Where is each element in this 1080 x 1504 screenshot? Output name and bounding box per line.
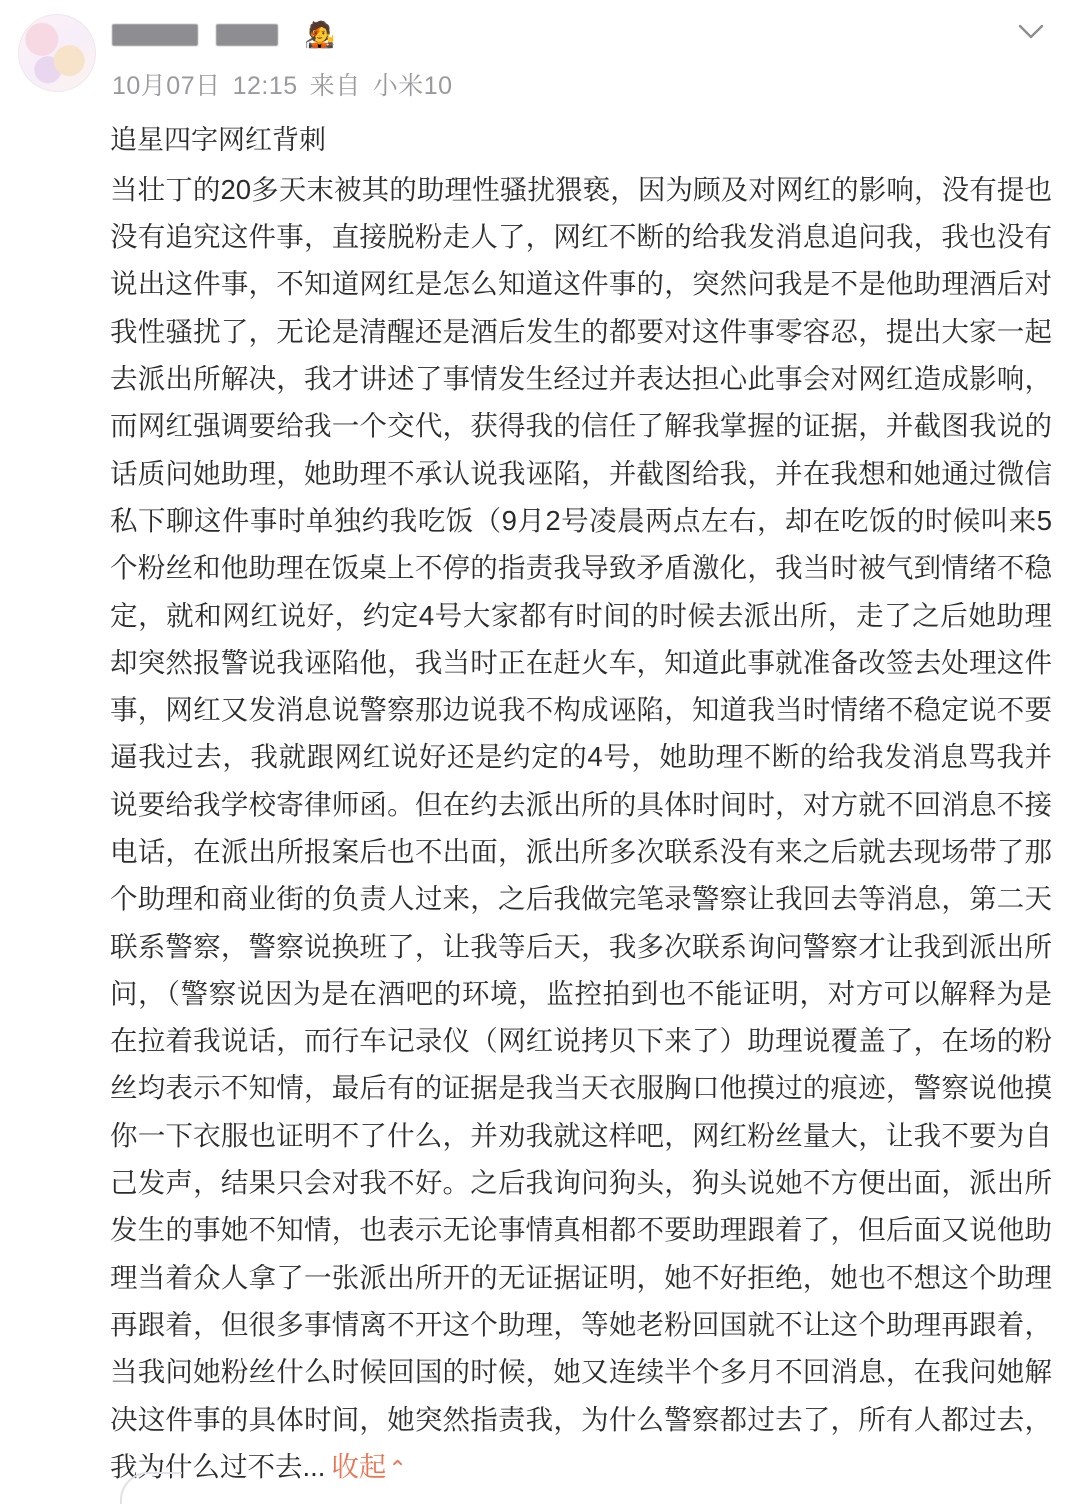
avatar[interactable] — [18, 14, 96, 92]
verified-badge-icon: 🧑‍🎤 — [304, 20, 336, 49]
chevron-down-icon[interactable] — [1014, 14, 1048, 48]
post-content-text: 当壮丁的20多天末被其的助理性骚扰猥亵，因为顾及对网红的影响，没有提也没有追究这件事，直接脱粉走人了，网红不断的给我发消息追问我，我也没有说出这件事，不知道网红是怎么知道这件事的，突然问我是不是他助理酒后对我性骚扰了，无论是清醒还是酒后发生的都要对这件事零容忍，提出大家一起去派出所解决，我才讲述了事情发生经过并表达担心此事会对网红造成影响，而网红强调要给我一个交代，获得我的信任了解我掌握的证据，并截图我说的话质问她助理，她助理不承认说我诬陷，并截图给我，并在我想和她通过微信私下聊这件事时单独约我吃饭（9月2号凌晨两点左右，却在吃饭的时候叫来5个粉丝和他助理在饭桌上不停的指责我导致矛盾激化，我当时被气到情绪不稳定，就和网红说好，约定4号大家都有时间的时候去派出所，走了之后她助理却突然报警说我诬陷他，我当时正在赶火车，知道此事就准备改签去处理这件事，网红又发消息说警察那边说我不构成诬陷，知道我当时情绪不稳定说不要逼我过去，我就跟网红说好还是约定的4号，她助理不断的给我发消息骂我并说要给我学校寄律师函。但在约去派出所的具体时间时，对方就不回消息不接电话，在派出所报案后也不出面，派出所多次联系没有来之后就去现场带了那个助理和商业街的负责人过来，之后我做完笔录警察让我回去等消息，第二天联系警察，警察说换班了，让我等后天，我多次联系询问警察才让我到派出所问，（警察说因为是在酒吧的环境，监控拍到也不能证明，对方可以解释为是在拉着我说话，而行车记录仪（网红说拷贝下来了）助理说覆盖了，在场的粉丝均表示不知情，最后有的证据是我当天衣服胸口他摸过的痕迹，警察说他摸你一下衣服也证明不了什么，并劝我就这样吧，网红粉丝量大，让我不要为自己发声，结果只会对我不好。之后我询问狗头，狗头说她不方便出面，派出所发生的事她不知情，也表示无论事情真相都不要助理跟着了，但后面又说他助理当着众人拿了一张派出所开的无证据证明，她不好拒绝，她也不想这个助理再跟着，但很多事情离不开这个助理，等她老粉回国就不让这个助理再跟着，当我问她粉丝什么时候回国的时候，她又连续半个多月不回消息，在我问她解决这件事的具体时间，她突然指责我，为什么警察都过去了，所有人都过去，我为什么过不去... — [110, 173, 1052, 1482]
username-masked-part-2[interactable] — [216, 24, 278, 46]
post-time: 12:15 — [232, 72, 298, 100]
username-row — [112, 18, 1054, 52]
post-title: 追星四字网红背刺 — [110, 125, 326, 155]
post-source-prefix: 来自 — [309, 72, 361, 100]
post-body — [14, 120, 1054, 1490]
post-source-device[interactable]: 小米10 — [372, 72, 453, 100]
collapse-caret-icon: ⌃ — [388, 1455, 407, 1481]
post-date: 10月07日 — [112, 72, 221, 100]
post-header — [14, 10, 1054, 102]
post-meta — [112, 66, 1054, 102]
post-header-text — [112, 10, 1054, 102]
username-masked-part-1[interactable] — [112, 24, 198, 46]
collapse-label: 收起 — [331, 1450, 387, 1482]
post-content — [110, 166, 1052, 1490]
collapse-link[interactable] — [331, 1451, 406, 1482]
